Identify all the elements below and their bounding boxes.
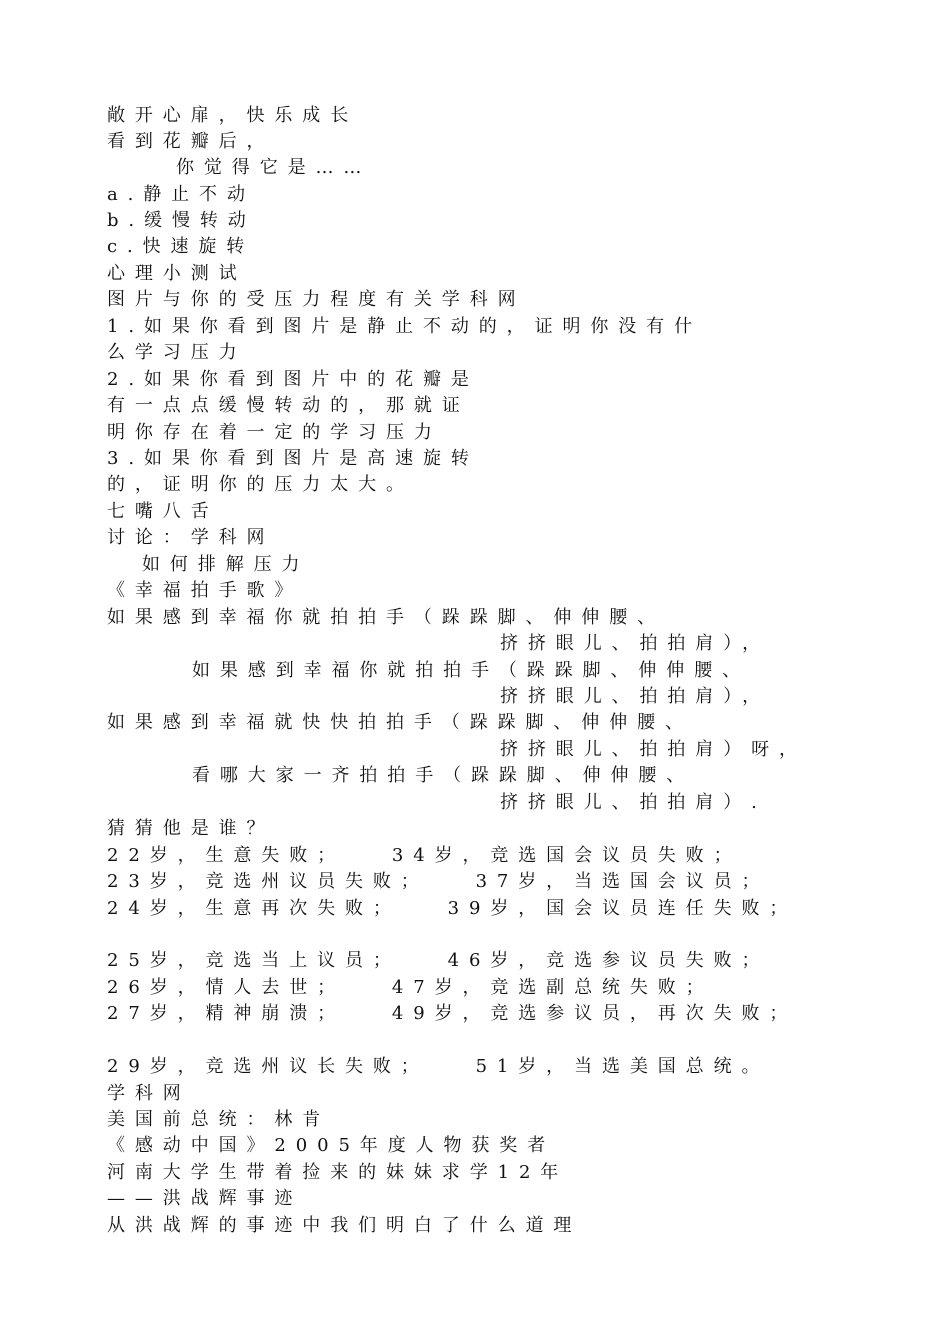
- song-title: 《幸福拍手歌》: [107, 580, 303, 601]
- text-line: 河南大学生带着捡来的妹妹求学12年: [107, 1162, 569, 1183]
- timeline-line: 26岁，情人去世； 47岁，竞选副总统失败；: [107, 977, 714, 998]
- text-line: 看到花瓣后，: [107, 131, 275, 152]
- timeline-line: 23岁，竞选州议员失败； 37岁，当选国会议员；: [107, 871, 770, 892]
- text-line: 有一点点缓慢转动的，那就证: [107, 395, 470, 416]
- text-line-title: 敞开心扉，快乐成长: [107, 105, 359, 126]
- option-b: b.缓慢转动: [107, 210, 256, 231]
- lyric-line: 如果感到幸福就快快拍拍手（跺跺脚、伸伸腰、: [107, 712, 693, 733]
- text-line: 明你存在着一定的学习压力: [107, 422, 442, 443]
- lyric-line: 挤挤眼儿、拍拍肩），: [500, 686, 770, 707]
- lyric-line: 挤挤眼儿、拍拍肩）.: [500, 792, 767, 813]
- text-line: 《感动中国》2005年度人物获奖者: [107, 1135, 556, 1156]
- lyric-line: 如果感到幸福你就拍拍手（跺跺脚、伸伸腰、: [107, 607, 665, 628]
- text-line: 讨论：学科网: [107, 527, 275, 548]
- timeline-line: 24岁，生意再次失败； 39岁，国会议员连任失败；: [107, 898, 798, 919]
- text-line: 么学习压力: [107, 342, 247, 363]
- timeline-line: 22岁，生意失败； 34岁，竞选国会议员失败；: [107, 845, 742, 866]
- timeline-line: 27岁，精神崩溃； 49岁，竞选参议员，再次失败；: [107, 1003, 798, 1024]
- timeline-line: 25岁，竞选当上议员； 46岁，竞选参议员失败；: [107, 950, 770, 971]
- text-line: 学科网: [107, 1083, 191, 1104]
- text-line: 1.如果你看到图片是静止不动的，证明你没有什: [107, 316, 702, 337]
- text-line: 猜猜他是谁？: [107, 818, 275, 839]
- lyric-line: 如果感到幸福你就拍拍手（跺跺脚、伸伸腰、: [192, 660, 750, 681]
- text-line: 美国前总统：林肯: [107, 1109, 331, 1130]
- text-line: ——洪战辉事迹: [107, 1188, 303, 1209]
- lyric-line: 挤挤眼儿、拍拍肩）呀，: [500, 739, 807, 760]
- text-line: 如何排解压力: [142, 554, 310, 575]
- text-line: 2.如果你看到图片中的花瓣是: [107, 369, 479, 390]
- text-line: 3.如果你看到图片是高速旋转: [107, 448, 479, 469]
- text-line: 七嘴八舌: [107, 501, 219, 522]
- text-line: 的，证明你的压力太大。: [107, 474, 414, 495]
- text-line: 心理小测试: [107, 263, 247, 284]
- timeline-line: 29岁，竞选州议长失败； 51岁，当选美国总统。: [107, 1056, 770, 1077]
- lyric-line: 挤挤眼儿、拍拍肩），: [500, 633, 770, 654]
- option-a: a.静止不动: [107, 184, 255, 205]
- text-line: 你觉得它是……: [176, 157, 372, 178]
- text-line: 图片与你的受压力程度有关学科网: [107, 289, 526, 310]
- option-c: c.快速旋转: [107, 236, 255, 257]
- text-line: 从洪战辉的事迹中我们明白了什么道理: [107, 1215, 582, 1236]
- lyric-line: 看哪大家一齐拍拍手（跺跺脚、伸伸腰、: [192, 765, 695, 786]
